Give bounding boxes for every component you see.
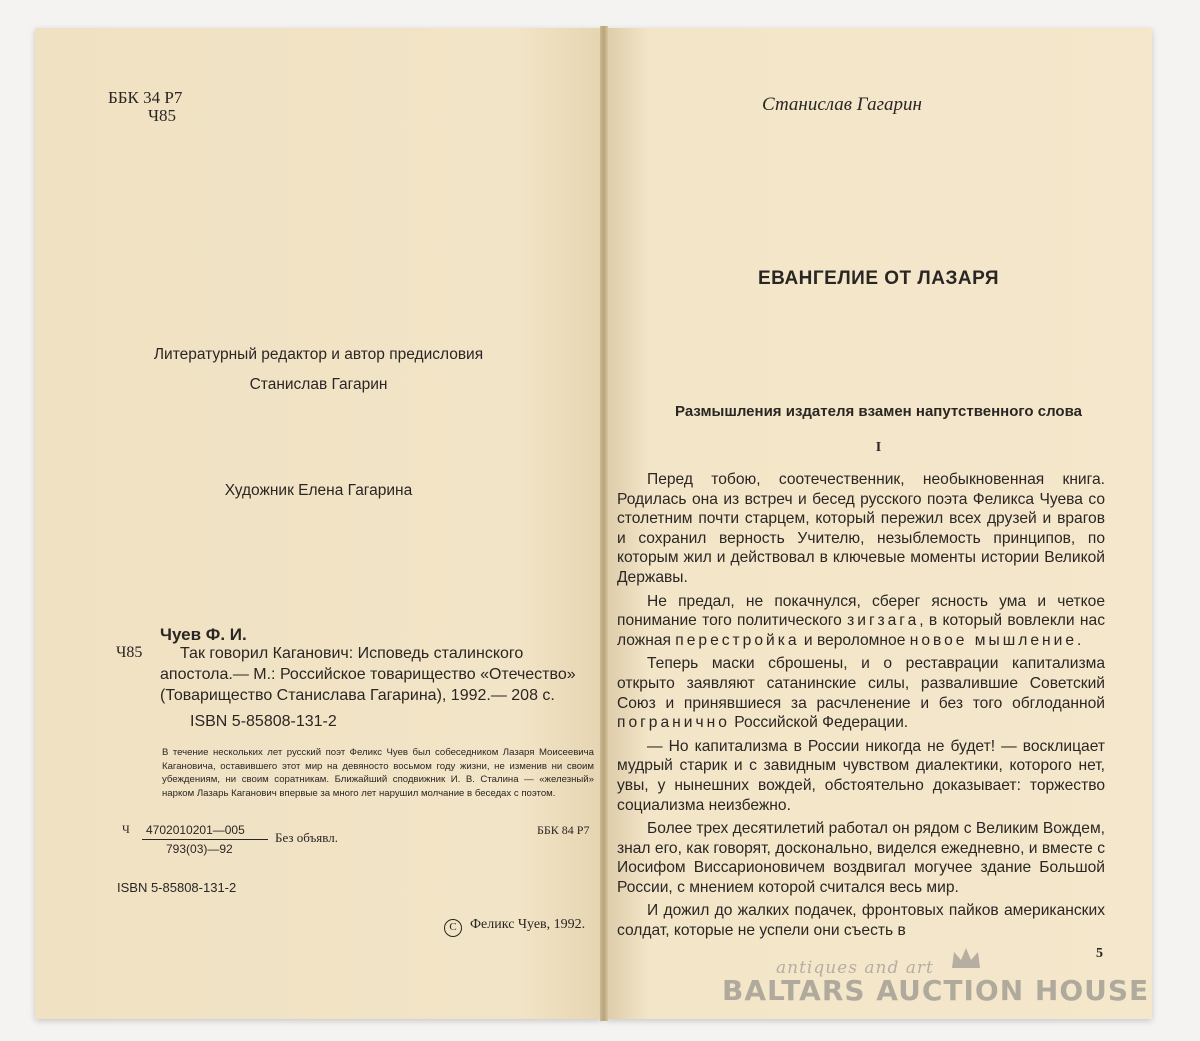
- description-line: Так говорил Каганович: Исповедь сталинского: [180, 645, 524, 662]
- code-denominator: 793(03)—92: [166, 842, 233, 856]
- paragraph: И дожил до жалких подачек, фронтовых пайков американских солдат, которые не успели они съесть в: [617, 902, 1105, 940]
- watermark-brand: BALTARS AUCTION HOUSE: [722, 974, 1150, 1007]
- spaced-word: новое мышление: [909, 631, 1077, 649]
- editor-name: Станислав Гагарин: [249, 376, 388, 393]
- bbk-code-right: ББК 84 Р7: [537, 823, 590, 837]
- left-page: [35, 28, 602, 1019]
- spaced-word: погранично: [617, 714, 730, 732]
- section-number: I: [875, 440, 882, 455]
- page-number: 5: [1096, 946, 1103, 961]
- chapter-subtitle: Размышления издателя взамен напутственного слова: [675, 403, 1082, 420]
- paragraph: Не предал, не покачнулся, сберег ясность ума и четкое понимание того политического зигзага, в который вовлекли нас ложная перестройка и вероломное новое мышление.: [617, 592, 1105, 649]
- bibliographic-description: [160, 643, 596, 706]
- code-numerator: 4702010201—005: [146, 823, 245, 837]
- artist-credit: Художник Елена Гагарина: [224, 482, 413, 499]
- annotation: В течение нескольких лет русский поэт Феликс Чуев был собеседником Лазаря Моисеевича Кагановича, оставившего этот мир на девяносто восьмом году жизни, не изменив ни своим убеждениям, ни своим соратникам. Ближайший сподвижник И. В. Сталина — «железный» нарком Лазарь Каганович впервые за много лет нарушил молчание в беседах с поэтом.: [162, 747, 594, 799]
- show-through-shadow: [115, 380, 136, 474]
- book-author: Чуев Ф. И.: [160, 625, 247, 644]
- no-ads-note: Без объявл.: [275, 830, 338, 845]
- paragraph: Перед тобою, соотечественник, необыкновенная книга. Родилась она из встреч и бесед русского поэта Феликса Чуева со столетним почти старцем, который пережил всех друзей и врагов и сохранил верность Учителю, незыблемость принципов, по которым жил и действовал в ключевые моменты истории Великой Державы.: [617, 471, 1105, 586]
- paragraph: Более трех десятилетий работал он рядом с Великим Вождем, знал его, как говорят, досконально, виделся ежедневно, и вместе с Иосифом Виссарионовичем воздвигал могучее здание Большой России, с мнением которой считался весь мир.: [617, 820, 1105, 896]
- description-line: (Товарищество Станислава Гагарина), 1992.— 208 с.: [160, 687, 555, 704]
- bbk-code: ББК 34 Р7: [108, 88, 183, 107]
- copyright-line: [444, 917, 585, 937]
- book-spine: [600, 26, 608, 1021]
- author-mark: Ч85: [148, 106, 177, 125]
- isbn-main: ISBN 5-85808-131-2: [190, 713, 337, 730]
- body-text: [617, 470, 1105, 945]
- copyright-text: Феликс Чуев, 1992.: [470, 917, 586, 932]
- spaced-word: перестройка: [675, 631, 800, 649]
- description-line: апостола.— М.: Российское товарищество «Отечество»: [160, 666, 576, 683]
- copyright-icon: C: [444, 919, 462, 937]
- chapter-title: ЕВАНГЕЛИЕ ОТ ЛАЗАРЯ: [758, 268, 999, 289]
- fraction-line: [142, 839, 268, 840]
- watermark-tagline: antiques and art: [776, 958, 934, 978]
- crown-icon: [950, 944, 982, 972]
- isbn-bottom: ISBN 5-85808-131-2: [117, 880, 237, 895]
- paragraph: — Но капитализма в России никогда не будет! — восклицает мудрый старик и с завидным чувством диалектики, которого нет, увы, у нынешних вождей, обстоятельно доказывает: торжество социализма неизбежно.: [617, 737, 1105, 814]
- ch-letter: Ч: [122, 822, 130, 836]
- catalog-code: Ч85: [116, 644, 143, 661]
- paragraph: Теперь маски сброшены, и о реставрации капитализма открыто заявляют сатанинские силы, развалившие Советский Союз и принявшиеся за расчленение и без того обглоданной погранично Российской Федерации.: [617, 655, 1105, 732]
- running-head: Станислав Гагарин: [762, 94, 922, 115]
- editor-role: Литературный редактор и автор предисловия: [153, 346, 484, 363]
- spaced-word: зигзага: [847, 612, 920, 630]
